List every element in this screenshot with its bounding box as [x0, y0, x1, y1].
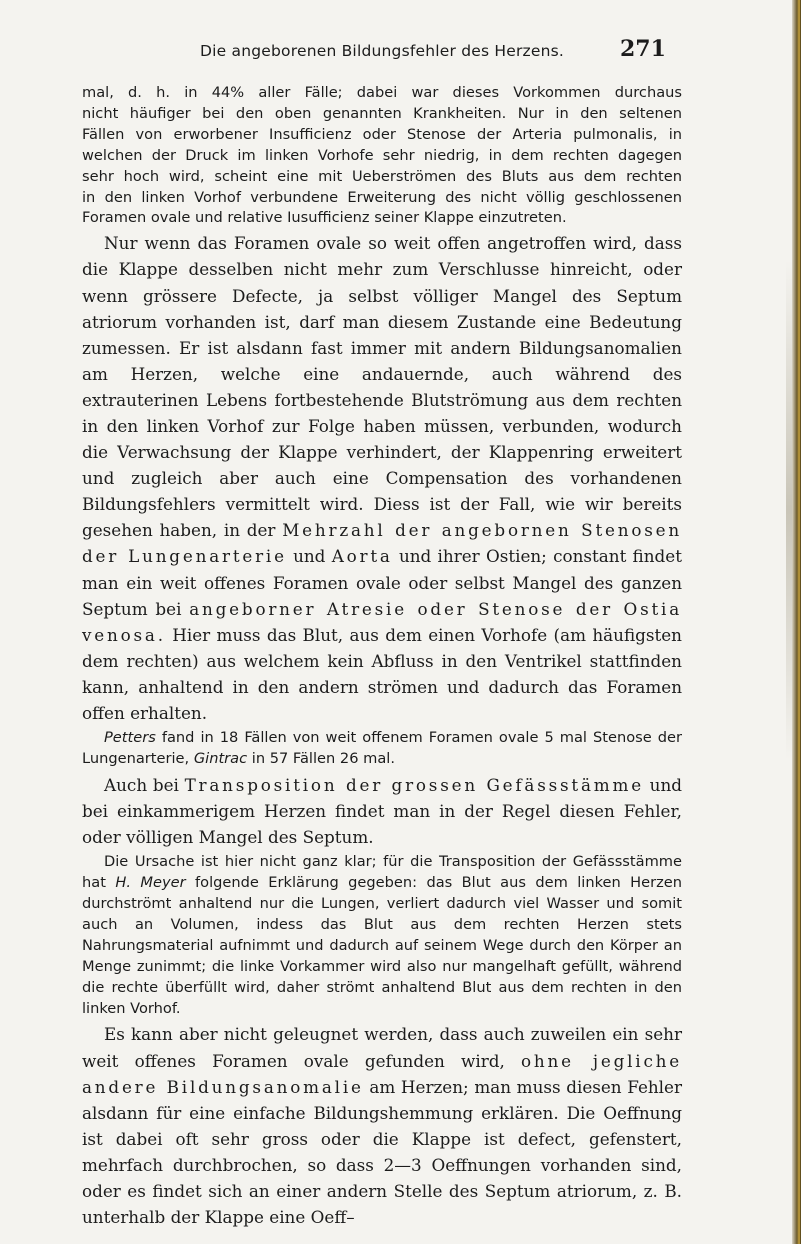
text-line: in den linken Vorhof verbundene Erweiterung des nicht völlig geschlossenen — [82, 188, 682, 206]
paragraph-large-1: Nur wenn das Foramen ovale so weit offen angetroffen wird, dass die Klappe desselben nicht mehr zum Verschlusse hinreicht, oder wenn grössere Defecte, ja selbst völliger Mangel des Septum atriorum vorhanden ist, darf man diesem Zustande eine Bedeutung zumessen. Er ist alsdann fast immer mit andern Bildungsanomalien am Herzen, welche eine andauernde, auch während des extrauterinen Lebens fortbestehende Blutströmung aus dem rechten in den linken Vorhof zur Folge haben müssen, verbunden, wodurch die Verwachsung der Klappe verhindert, der Klappenring erweitert und zugleich aber auch eine Compensation des vorhandenen Bildungsfehlers vermittelt wird. Diess ist der Fall, wie wir bereits gesehen haben, in der Mehrzahl der angebornen Stenosen der Lungenarterie und Aorta und ihrer Ostien; constant findet man ein weit offenes Foramen ovale oder selbst Mangel des ganzen Septum bei angeborner Atresie oder Stenose der Ostia venosa. Hier muss das Blut, aus dem einen Vorhofe (am häufigsten dem rechten) aus welchem kein Abfluss in den Ventrikel stattfinden kann, anhaltend in den andern strömen und dadurch das Foramen offen erhalten. — [82, 233, 683, 724]
emphasis-spaced: Mehrzahl der angebornen Stenosen der Lungenarterie — [82, 520, 682, 567]
emphasis-spaced: Transposition der grossen Gefässstämme — [184, 774, 644, 795]
paragraph-large-3: Es kann aber nicht geleugnet werden, dass auch zuweilen ein sehr weit offenes Foramen ovale gefunden wird, ohne jegliche andere Bildungsanomalie am Herzen; man muss diesen Fehler alsdann für eine einfache Bildungshemmung erklären. Die Oeffnung ist dabei oft sehr gross oder die Klappe ist defect, gefenstert, mehrfach durchbrochen, so dass 2—3 Oeffnungen vorhanden sind, oder es findet sich an einer andern Stelle des Septum atriorum, z. B. unterhalb der Klappe eine Oeff– — [82, 1024, 682, 1228]
text-line: Fällen von erworbener Insufficienz oder Stenose der Arteria pulmonalis, in — [82, 125, 682, 143]
book-edge — [792, 0, 801, 1244]
paragraph-note-1: Petters fand in 18 Fällen von weit offenem Foramen ovale 5 mal Stenose der Lungenarterie, Gintrac in 57 Fällen 26 mal. — [82, 729, 682, 768]
paragraph-large-2: Auch bei Transposition der grossen Gefässstämme und bei einkammerigem Herzen findet man in der Regel diesen Fehler, oder völligen Mangel des Septum. — [82, 774, 683, 848]
emphasis-spaced: angeborner Atresie oder Stenose der Ostia venosa. — [82, 598, 683, 645]
text-line: nicht häufiger bei den oben genannten Krankheiten. Nur in den seltenen — [82, 104, 682, 122]
text-line: mal, d. h. in 44% aller Fälle; dabei war dieses Vorkommen durchaus — [82, 84, 682, 101]
emphasis-spaced: Aorta — [331, 546, 393, 567]
author-name: H. Meyer — [115, 874, 186, 892]
emphasis-spaced: ohne jegliche andere Bildungsanomalie — [82, 1050, 682, 1097]
page-number: 271 — [620, 36, 666, 62]
paragraph-small-1 — [82, 83, 682, 229]
author-name: Petters — [104, 729, 156, 747]
body-text — [82, 83, 682, 1230]
author-name: Gintrac — [193, 750, 248, 768]
text-line: Foramen ovale und relative Iusufficienz seiner Klappe einzutreten. — [82, 209, 567, 227]
page-header — [0, 38, 801, 78]
paragraph-note-2: Die Ursache ist hier nicht ganz klar; für die Transposition der Gefässstämme hat H. Meyer folgende Erklärung gegeben: das Blut aus dem linken Herzen durchströmt anhaltend nur die Lungen, verliert dadurch viel Wasser und somit auch an Volumen, indess das Blut aus dem rechten Herzen stets Nahrungsmaterial aufnimmt und dadurch auf seinem Wege durch den Körper an Menge zunimmt; die linke Vorkammer wird also nur mangelhaft gefüllt, während die rechte überfüllt wird, daher strömt anhaltend Blut aus dem rechten in den linken Vorhof. — [82, 853, 683, 1017]
text-line: sehr hoch wird, scheint eine mit Ueberströmen des Bluts aus dem rechten — [82, 167, 682, 185]
text-line: welchen der Druck im linken Vorhofe sehr niedrig, in dem rechten dagegen — [82, 146, 682, 164]
running-head: Die angeborenen Bildungsfehler des Herzens. — [200, 42, 565, 60]
